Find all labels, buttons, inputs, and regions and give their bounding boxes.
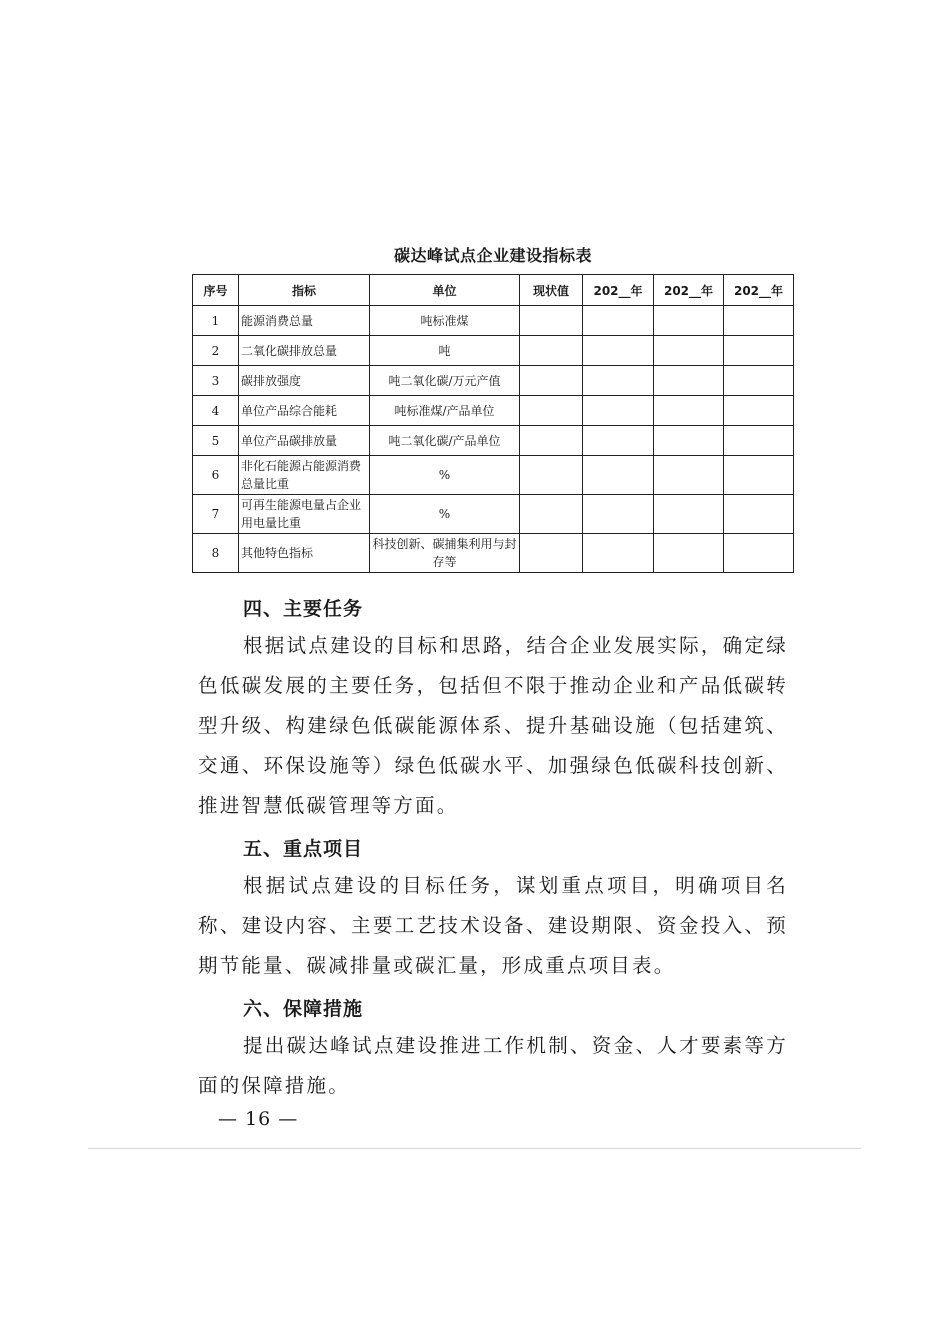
year-cell	[583, 336, 654, 366]
current-value-cell	[520, 534, 583, 573]
year-cell	[583, 366, 654, 396]
section-heading-main-tasks: 四、主要任务	[243, 598, 364, 620]
indicator-name: 单位产品综合能耗	[239, 396, 370, 426]
year-cell	[583, 495, 654, 534]
year-cell	[654, 366, 724, 396]
indicator-unit: 科技创新、碳捕集利用与封存等	[370, 534, 520, 573]
indicator-unit: 吨标准煤/产品单位	[370, 396, 520, 426]
year-cell	[654, 426, 724, 456]
indicator-unit: 吨二氧化碳/产品单位	[370, 426, 520, 456]
page-number: — 16 —	[218, 1108, 299, 1130]
indicator-unit: 吨标准煤	[370, 306, 520, 336]
header-year-1: 202__年	[583, 275, 654, 306]
header-no: 序号	[193, 275, 239, 306]
year-cell	[654, 336, 724, 366]
year-cell	[583, 534, 654, 573]
current-value-cell	[520, 495, 583, 534]
row-number: 1	[193, 306, 239, 336]
header-year-2: 202__年	[654, 275, 724, 306]
indicator-unit: 吨	[370, 336, 520, 366]
indicator-name: 可再生能源电量占企业用电量比重	[239, 495, 370, 534]
year-cell	[654, 306, 724, 336]
year-cell	[724, 336, 794, 366]
section-heading-key-projects: 五、重点项目	[243, 838, 364, 860]
row-number: 6	[193, 456, 239, 495]
current-value-cell	[520, 366, 583, 396]
indicator-name: 单位产品碳排放量	[239, 426, 370, 456]
row-number: 2	[193, 336, 239, 366]
header-current-value: 现状值	[520, 275, 583, 306]
section-body-safeguards: 提出碳达峰试点建设推进工作机制、资金、人才要素等方面的保障措施。	[198, 1034, 788, 1097]
table-row	[193, 336, 794, 366]
current-value-cell	[520, 396, 583, 426]
year-cell	[724, 426, 794, 456]
year-cell	[654, 495, 724, 534]
indicator-name: 二氧化碳排放总量	[239, 336, 370, 366]
year-cell	[583, 306, 654, 336]
row-number: 5	[193, 426, 239, 456]
section-body-key-projects: 根据试点建设的目标任务，谋划重点项目，明确项目名称、建设内容、主要工艺技术设备、建设期限、资金投入、预期节能量、碳减排量或碳汇量，形成重点项目表。	[198, 874, 788, 977]
table-header-row	[193, 275, 794, 306]
year-cell	[724, 366, 794, 396]
table-row	[193, 456, 794, 495]
row-number: 8	[193, 534, 239, 573]
year-cell	[724, 306, 794, 336]
row-number: 3	[193, 366, 239, 396]
current-value-cell	[520, 426, 583, 456]
current-value-cell	[520, 306, 583, 336]
current-value-cell	[520, 456, 583, 495]
table-row	[193, 396, 794, 426]
header-unit: 单位	[370, 275, 520, 306]
table-row	[193, 366, 794, 396]
indicator-table	[192, 274, 794, 573]
header-year-3: 202__年	[724, 275, 794, 306]
indicator-name: 碳排放强度	[239, 366, 370, 396]
indicator-unit: 吨二氧化碳/万元产值	[370, 366, 520, 396]
year-cell	[654, 456, 724, 495]
year-cell	[724, 534, 794, 573]
year-cell	[654, 396, 724, 426]
row-number: 4	[193, 396, 239, 426]
indicator-name: 其他特色指标	[239, 534, 370, 573]
header-indicator: 指标	[239, 275, 370, 306]
year-cell	[724, 396, 794, 426]
indicator-unit: %	[370, 456, 520, 495]
table-row	[193, 534, 794, 573]
table-row	[193, 495, 794, 534]
table-row	[193, 426, 794, 456]
year-cell	[654, 534, 724, 573]
year-cell	[724, 456, 794, 495]
row-number: 7	[193, 495, 239, 534]
footer-divider	[88, 1148, 861, 1149]
year-cell	[583, 456, 654, 495]
table-row	[193, 306, 794, 336]
year-cell	[583, 426, 654, 456]
section-body-main-tasks: 根据试点建设的目标和思路，结合企业发展实际，确定绿色低碳发展的主要任务，包括但不限于推动企业和产品低碳转型升级、构建绿色低碳能源体系、提升基础设施（包括建筑、交通、环保设施等）绿色低碳水平、加强绿色低碳科技创新、推进智慧低碳管理等方面。	[198, 634, 788, 817]
indicator-name: 能源消费总量	[239, 306, 370, 336]
indicator-unit: %	[370, 495, 520, 534]
table-title: 碳达峰试点企业建设指标表	[393, 246, 592, 265]
year-cell	[583, 396, 654, 426]
current-value-cell	[520, 336, 583, 366]
indicator-name: 非化石能源占能源消费总量比重	[239, 456, 370, 495]
year-cell	[724, 495, 794, 534]
section-heading-safeguards: 六、保障措施	[243, 998, 364, 1020]
